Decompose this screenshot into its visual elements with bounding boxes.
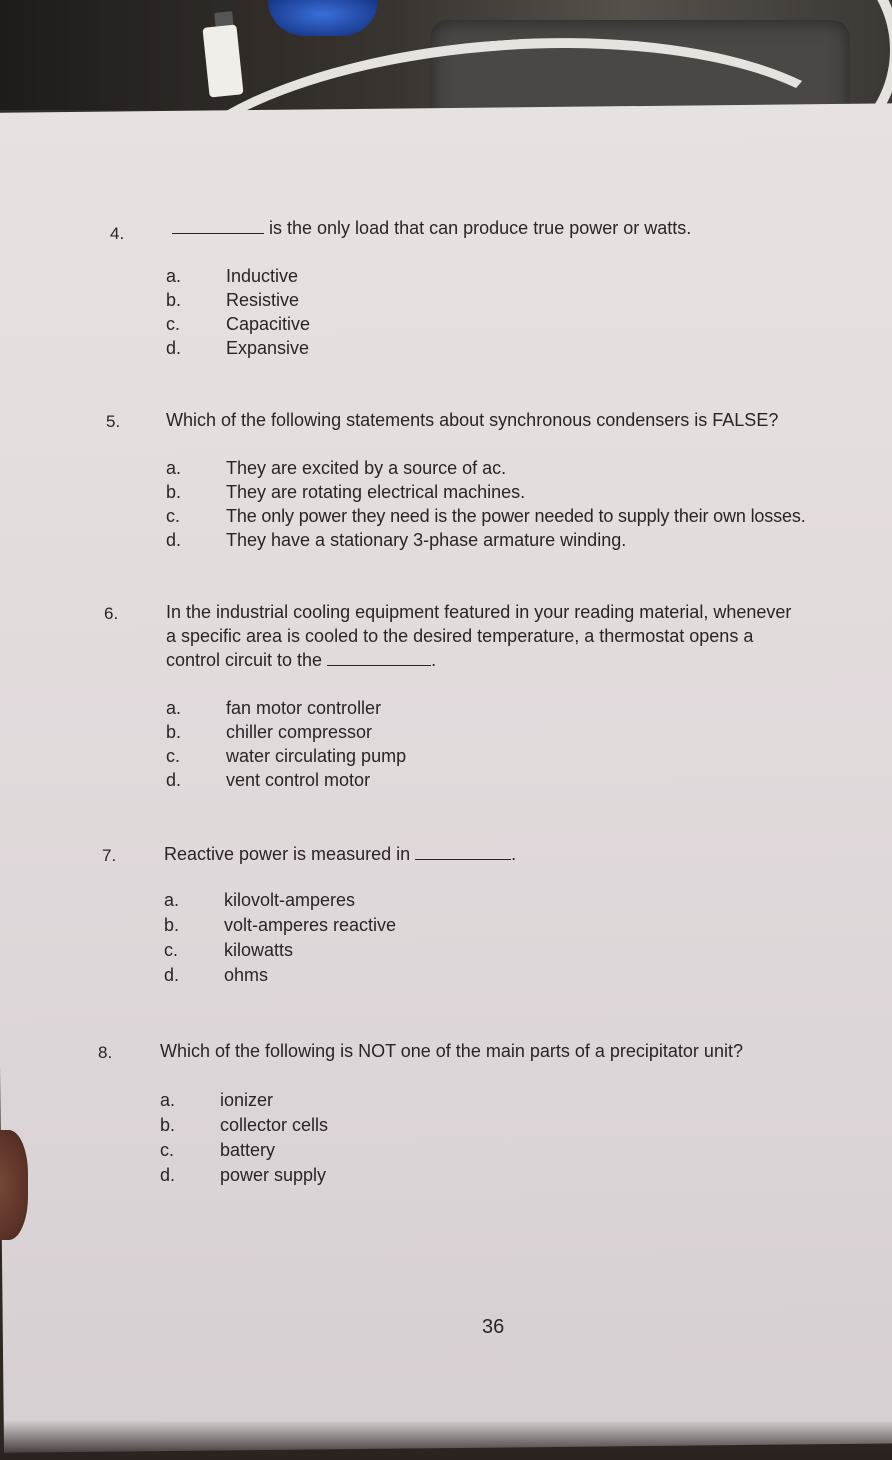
option-letter: a. xyxy=(166,458,182,478)
question-6-prompt-text: control circuit to the xyxy=(166,650,323,670)
option-letter: b. xyxy=(164,915,180,935)
question-5-prompt: Which of the following statements about synchronous condensers is FALSE? xyxy=(166,410,779,430)
question-5-number: 5. xyxy=(106,412,121,431)
option-text: battery xyxy=(220,1140,276,1160)
option-text: ohms xyxy=(224,965,269,985)
option-letter: d. xyxy=(160,1165,176,1185)
option-text: The only power they need is the power needed to supply their own losses. xyxy=(226,506,806,526)
option-text: They are excited by a source of ac. xyxy=(226,458,507,478)
option-text: fan motor controller xyxy=(226,698,382,718)
answer-blank xyxy=(415,845,511,860)
question-8-number: 8. xyxy=(98,1043,113,1062)
option-letter: c. xyxy=(166,506,181,526)
option-text: water circulating pump xyxy=(226,746,407,766)
option-letter: c. xyxy=(164,940,179,960)
option-text: chiller compressor xyxy=(226,722,373,742)
question-6-prompt-line3 xyxy=(166,648,436,672)
question-4-prompt xyxy=(172,216,691,240)
question-7-prompt-text: Reactive power is measured in xyxy=(164,844,411,864)
option-text: kilovolt-amperes xyxy=(224,890,356,910)
bottom-shadow xyxy=(0,1420,892,1460)
option-letter: a. xyxy=(164,890,180,910)
option-text: collector cells xyxy=(220,1115,329,1135)
option-text: kilowatts xyxy=(224,940,294,960)
question-6-prompt-line1: In the industrial cooling equipment featured in your reading material, whenever xyxy=(166,602,792,622)
option-letter: b. xyxy=(166,482,182,502)
option-text: They are rotating electrical machines. xyxy=(226,482,526,502)
option-letter: d. xyxy=(166,770,182,790)
option-text: Resistive xyxy=(226,290,300,310)
option-letter: d. xyxy=(166,338,182,358)
option-letter: c. xyxy=(166,746,181,766)
question-7-prompt xyxy=(164,842,516,866)
question-7-prompt-end: . xyxy=(511,844,517,864)
answer-blank xyxy=(172,219,264,234)
question-8-prompt: Which of the following is NOT one of the main parts of a precipitator unit? xyxy=(160,1041,743,1061)
option-text: Capacitive xyxy=(226,314,311,334)
option-text: power supply xyxy=(220,1165,327,1185)
question-6-prompt-end: . xyxy=(431,650,437,670)
question-4-text: is the only load that can produce true power or watts. xyxy=(269,218,692,238)
option-text: Expansive xyxy=(226,338,310,358)
option-letter: a. xyxy=(166,266,182,286)
option-letter: b. xyxy=(160,1115,176,1135)
option-letter: d. xyxy=(164,965,180,985)
option-text: They have a stationary 3-phase armature winding. xyxy=(226,530,627,550)
option-letter: c. xyxy=(160,1140,175,1160)
option-text: Inductive xyxy=(226,266,299,286)
option-text: volt-amperes reactive xyxy=(224,915,397,935)
option-letter: b. xyxy=(166,290,182,310)
option-letter: a. xyxy=(166,698,182,718)
option-text: vent control motor xyxy=(226,770,371,790)
option-text: ionizer xyxy=(220,1090,274,1110)
question-7-number: 7. xyxy=(102,846,117,865)
answer-blank xyxy=(327,651,431,666)
question-6-prompt-line2: a specific area is cooled to the desired temperature, a thermostat opens a xyxy=(166,626,754,646)
option-letter: c. xyxy=(166,314,181,334)
question-6-number: 6. xyxy=(104,604,119,623)
page-number: 36 xyxy=(482,1316,505,1338)
option-letter: a. xyxy=(160,1090,176,1110)
option-letter: b. xyxy=(166,722,182,742)
option-letter: d. xyxy=(166,530,182,550)
question-4-number: 4. xyxy=(110,224,125,243)
